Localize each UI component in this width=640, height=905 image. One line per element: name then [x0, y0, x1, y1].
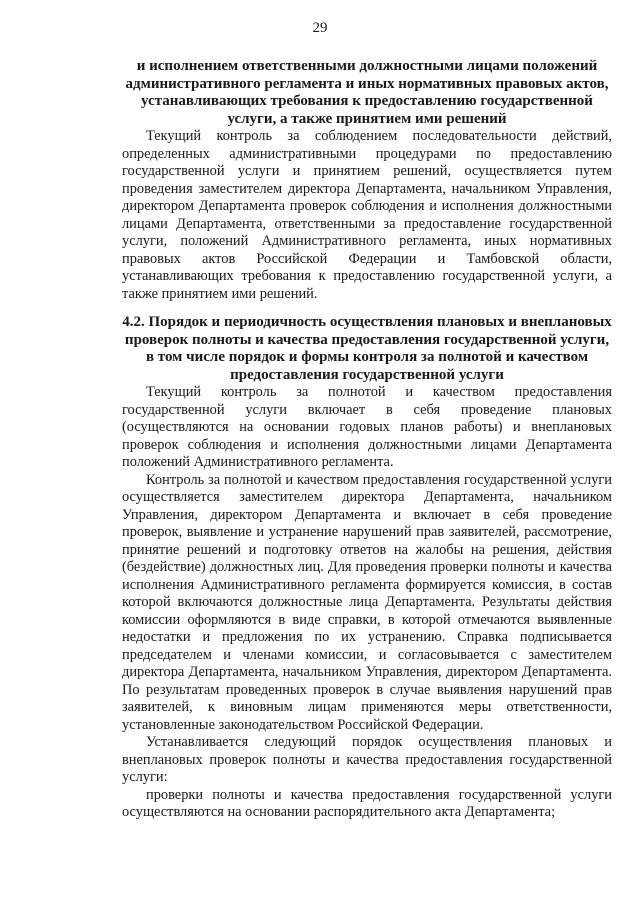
document-body	[122, 58, 612, 822]
paragraph: Текущий контроль за соблюдением последовательности действий, определенных административными процедурами по предоставлению государственной услуги и принятием решений, осуществляется путем проведения заместителем директора Департамента, начальником Управления, директором Департамента проверок соблюдения и исполнения должностными лицами Департамента, ответственными за предоставление государственной услуги, положений Административного регламента, иных нормативных правовых актов Российской Федерации и Тамбовской области, устанавливающих требования к предоставлению государственной услуги, а также принятием ими решений.	[122, 128, 612, 302]
section-body-1	[122, 128, 612, 303]
section-body-2	[122, 384, 612, 822]
paragraph: проверки полноты и качества предоставления государственной услуги осуществляются на основании распорядительного акта Департамента;	[122, 786, 612, 820]
page-number: 29	[312, 20, 328, 36]
paragraph: Устанавливается следующий порядок осуществления плановых и внеплановых проверок полноты и качества предоставления государственной услуги:	[122, 734, 612, 785]
paragraph: Контроль за полнотой и качеством предоставления государственной услуги осуществляется заместителем директора Департамента, начальником Управления, директором Департамента и включает в себя проведение проверок, выявление и устранение нарушений прав заявителей, рассмотрение, принятие решений и подготовку ответов на жалобы на решения, действия (бездействие) должностных лиц. Для проведения проверки полноты и качества исполнения Административного регламента формируется комиссия, в состав которой включаются должностные лица Департамента. Результаты действия комиссии оформляются в виде справки, в которой отмечаются выявленные недостатки и предложения по их устранению. Справка подписывается председателем и членами комиссии, и согласовывается с заместителем директора Департамента, начальником Управления, директором Департамента. По результатам проведенных проверок в случае выявления нарушений прав заявителей, к виновным лицам применяются меры ответственности, установленные законодательством Российской Федерации.	[122, 471, 612, 733]
section-heading-continuation: и исполнением ответственными должностными лицами положений административного регламента и иных нормативных правовых актов, устанавливающих требования к предоставлению государственной услуги, а также принятием ими решений	[125, 58, 609, 127]
section-heading-4-2: 4.2. Порядок и периодичность осуществления плановых и внеплановых проверок полноты и качества предоставления государственной услуги, в том числе порядок и формы контроля за полнотой и качеством предоставления государственной услуги	[122, 314, 612, 383]
paragraph: Текущий контроль за полнотой и качеством предоставления государственной услуги включает в себя проведение плановых (осуществляются на основании годовых планов работы) и внеплановых проверок соблюдения и исполнения должностными лицами Департамента положений Административного регламента.	[122, 384, 612, 470]
